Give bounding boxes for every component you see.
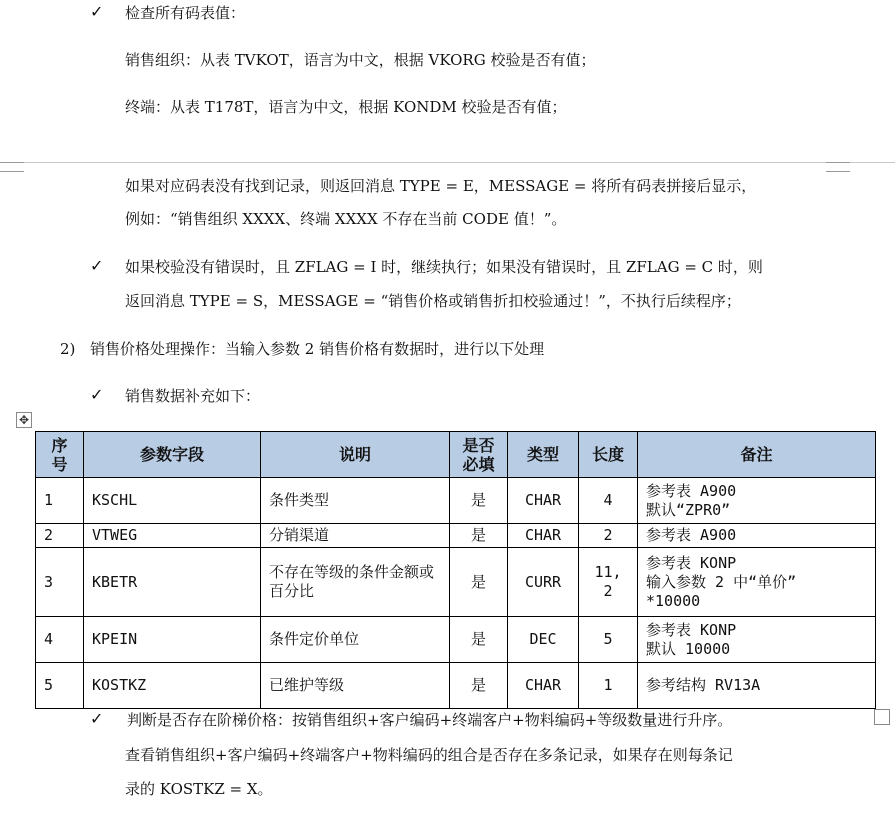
note-line: *10000 xyxy=(646,591,701,610)
cell-desc: 已维护等级 xyxy=(261,663,450,709)
cell-field: KSCHL xyxy=(84,478,261,524)
page-break-left-mark xyxy=(0,162,24,172)
cell-length: 5 xyxy=(579,617,638,663)
header-required: 是否 必填 xyxy=(450,432,508,478)
table-row xyxy=(36,478,876,524)
checkmark-bullet-icon: ✓ xyxy=(90,385,104,404)
table-row xyxy=(36,524,876,548)
note-line: 默认 10000 xyxy=(646,639,731,658)
cell-required: 是 xyxy=(450,548,508,617)
checkmark-bullet-icon: ✓ xyxy=(90,2,104,21)
paragraph-sales-org: 销售组织：从表 TVKOT，语言为中文，根据 VKORG 校验是否有值； xyxy=(125,51,596,69)
header-type: 类型 xyxy=(508,432,579,478)
note-line: 参考表 A900 xyxy=(646,481,737,500)
page-break-right-mark xyxy=(826,162,850,172)
paragraph-tier-price-3: 录的 KOSTKZ = X。 xyxy=(125,780,273,798)
header-length: 长度 xyxy=(579,432,638,478)
cell-note xyxy=(638,548,876,617)
note-line: 参考表 A900 xyxy=(646,526,737,544)
note-line: 输入参数 2 中“单价” xyxy=(646,572,797,591)
header-field: 参数字段 xyxy=(84,432,261,478)
note-line: 参考表 KONP xyxy=(646,620,737,639)
cell-desc: 分销渠道 xyxy=(261,524,450,548)
checkmark-bullet-icon: ✓ xyxy=(90,709,104,728)
header-note: 备注 xyxy=(638,432,876,478)
header-desc: 说明 xyxy=(261,432,450,478)
header-seq: 序 号 xyxy=(36,432,84,478)
cell-desc: 条件定价单位 xyxy=(261,617,450,663)
cell-field: KOSTKZ xyxy=(84,663,261,709)
paragraph-no-error-1: 如果校验没有错误时，且 ZFLAG = I 时，继续执行；如果没有错误时，且 ZFLAG = C 时，则 xyxy=(125,258,763,276)
paragraph-not-found-1: 如果对应码表没有找到记录，则返回消息 TYPE = E，MESSAGE = 将所有码表拼接后显示， xyxy=(125,177,757,195)
cell-note xyxy=(638,478,876,524)
paragraph-terminal: 终端：从表 T178T，语言为中文，根据 KONDM 校验是否有值； xyxy=(125,98,567,116)
cell-type: CHAR xyxy=(508,663,579,709)
table-move-handle-icon[interactable]: ✥ xyxy=(16,412,32,428)
paragraph-no-error-2: 返回消息 TYPE = S，MESSAGE = “销售价格或销售折扣校验通过！”，不执行后续程序； xyxy=(125,292,741,310)
cell-required: 是 xyxy=(450,524,508,548)
page-break xyxy=(0,162,895,172)
cell-required: 是 xyxy=(450,478,508,524)
paragraph-check-codes: 检查所有码表值： xyxy=(125,4,246,22)
cell-field: VTWEG xyxy=(84,524,261,548)
note-line: 默认“ZPR0” xyxy=(646,500,731,519)
table-resize-handle[interactable] xyxy=(874,709,890,725)
checkmark-bullet-icon: ✓ xyxy=(90,256,104,275)
cell-seq: 3 xyxy=(36,548,84,617)
table-row xyxy=(36,663,876,709)
cell-seq: 5 xyxy=(36,663,84,709)
note-line: 参考结构 RV13A xyxy=(646,676,761,694)
cell-seq: 2 xyxy=(36,524,84,548)
cell-required: 是 xyxy=(450,663,508,709)
cell-type: CHAR xyxy=(508,478,579,524)
table-header-row xyxy=(36,432,876,478)
cell-length: 2 xyxy=(579,524,638,548)
cell-note xyxy=(638,524,876,548)
cell-length: 1 xyxy=(579,663,638,709)
table-row xyxy=(36,548,876,617)
cell-note xyxy=(638,663,876,709)
cell-desc: 条件类型 xyxy=(261,478,450,524)
cell-desc: 不存在等级的条件金额或百分比 xyxy=(261,548,450,617)
cell-field: KBETR xyxy=(84,548,261,617)
cell-required: 是 xyxy=(450,617,508,663)
paragraph-sales-data: 销售数据补充如下： xyxy=(125,387,261,405)
paragraph-tier-price-2: 查看销售组织+客户编码+终端客户+物料编码的组合是否存在多条记录，如果存在则每条记 xyxy=(125,746,733,764)
note-line: 参考表 KONP xyxy=(646,553,737,572)
cell-type: DEC xyxy=(508,617,579,663)
cell-length: 4 xyxy=(579,478,638,524)
cell-length: 11, 2 xyxy=(579,548,638,617)
list-number: 2) xyxy=(60,340,76,358)
cell-type: CHAR xyxy=(508,524,579,548)
cell-note xyxy=(638,617,876,663)
parameter-table xyxy=(35,431,876,709)
cell-type: CURR xyxy=(508,548,579,617)
table-row xyxy=(36,617,876,663)
paragraph-not-found-2: 例如：“销售组织 XXXX、终端 XXXX 不存在当前 CODE 值！”。 xyxy=(125,210,567,228)
cell-field: KPEIN xyxy=(84,617,261,663)
paragraph-price-processing: 销售价格处理操作：当输入参数 2 销售价格有数据时，进行以下处理 xyxy=(90,340,545,358)
cell-seq: 4 xyxy=(36,617,84,663)
cell-seq: 1 xyxy=(36,478,84,524)
paragraph-tier-price-1: 判断是否存在阶梯价格：按销售组织+客户编码+终端客户+物料编码+等级数量进行升序。 xyxy=(127,711,733,729)
